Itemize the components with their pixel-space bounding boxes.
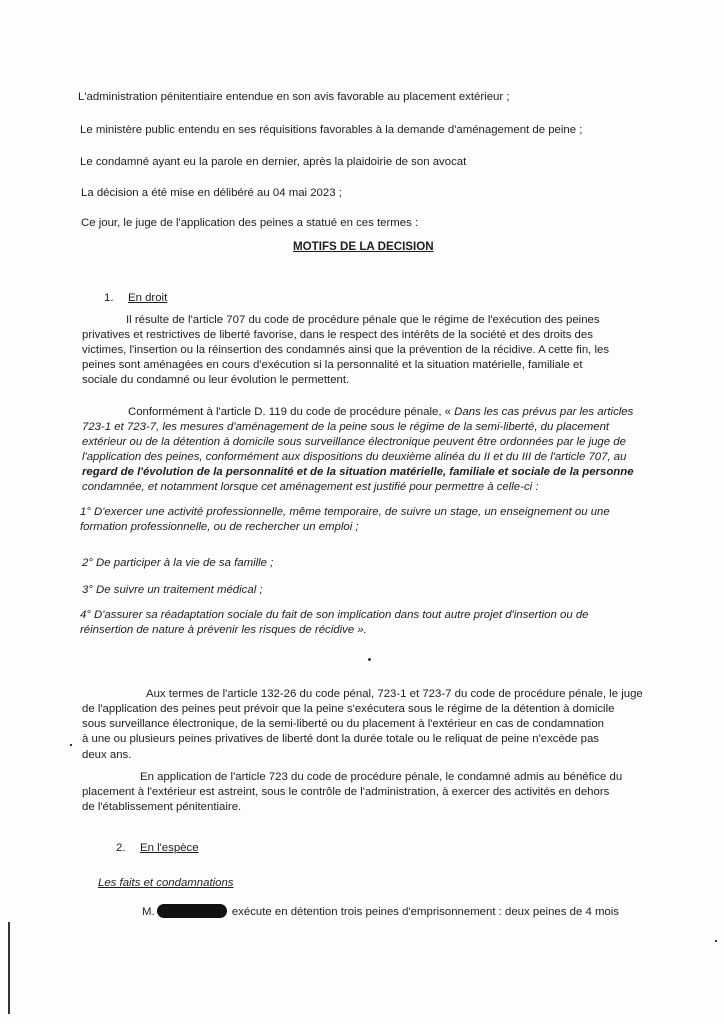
scan-speck <box>715 940 717 942</box>
para3-line-1: Aux termes de l'article 132-26 du code pénal, 723-1 et 723-7 du code de procédure pénale, le juge <box>146 688 643 700</box>
section-2-heading: En l'espèce <box>140 842 199 854</box>
para2-line-4: l'application des peines, conformément aux dispositions du deuxième alinéa du II et du III de l'article 707, au <box>82 451 627 463</box>
section-2-number: 2. <box>116 842 126 854</box>
item-3: 3° De suivre un traitement médical ; <box>82 584 263 596</box>
section-1-number: 1. <box>104 292 114 304</box>
para2-line-5: regard de l'évolution de la personnalité et de la situation matérielle, familiale et sociale de la personne <box>82 466 634 478</box>
faits-line-1 <box>142 904 619 919</box>
redacted-name <box>157 904 227 918</box>
para2-line-1 <box>128 405 633 419</box>
para3-line-4: à une ou plusieurs peines privatives de liberté dont la durée totale ou le reliquat de peine n'excède pas <box>82 733 600 745</box>
monsieur-label: M. <box>142 906 155 918</box>
item-2: 2° De participer à la vie de sa famille ; <box>82 557 274 569</box>
paragraph-administration: L'administration pénitentiaire entendue en son avis favorable au placement extérieur ; <box>78 91 510 103</box>
para1-line-2: privatives et restrictives de liberté favorise, dans le respect des intérêts de la société et des droits des <box>82 329 593 341</box>
section-1-heading: En droit <box>128 292 168 304</box>
para4-line-1: En application de l'article 723 du code de procédure pénale, le condamné admis au bénéfice du <box>140 771 623 783</box>
para1-line-5: sociale du condamné ou leur évolution le permettent. <box>82 374 350 386</box>
paragraph-statue: Ce jour, le juge de l'application des peines a statué en ces termes : <box>81 217 419 229</box>
para3-line-3: sous surveillance électronique, de la semi-liberté ou du placement à l'extérieur en cas de condamnation <box>82 718 605 730</box>
para2-line-2: 723-1 et 723-7, les mesures d'aménagement de la peine sous le régime de la semi-liberté, du placement <box>82 421 610 433</box>
para2-line-6: condamnée, et notamment lorsque cet aménagement est justifié pour permettre à celle-ci : <box>82 481 539 493</box>
para4-line-2: placement à l'extérieur est astreint, sous le contrôle de l'administration, à exercer des activités en dehors <box>82 786 610 798</box>
para2-quote-start: Dans les cas prévus par les articles <box>454 406 634 418</box>
paragraph-deliberation: La décision a été mise en délibéré au 04 mai 2023 ; <box>81 187 342 199</box>
scan-margin-line <box>8 922 10 1014</box>
faits-text: exécute en détention trois peines d'emprisonnement : deux peines de 4 mois <box>231 906 619 918</box>
para4-line-3: de l'établissement pénitentiaire. <box>82 801 242 813</box>
para2-intro: Conformément à l'article D. 119 du code de procédure pénale, « <box>128 406 451 418</box>
para2-line-3: extérieur ou de la détention à domicile sous surveillance électronique peuvent être ordonnées par le juge de <box>82 436 626 448</box>
scan-speck <box>70 744 72 746</box>
speck-mark <box>368 658 371 661</box>
item-1-line-1: 1° D'exercer une activité professionnelle, même temporaire, de suivre un stage, un enseignement ou une <box>80 506 610 518</box>
item-4-line-2: réinsertion de nature à prévenir les risques de récidive ». <box>80 624 367 636</box>
para1-line-1: Il résulte de l'article 707 du code de procédure pénale que le régime de l'exécution des peines <box>126 314 600 326</box>
paragraph-ministere-public: Le ministère public entendu en ses réquisitions favorables à la demande d'aménagement de peine ; <box>80 124 583 136</box>
subheading-faits: Les faits et condamnations <box>98 877 234 889</box>
para3-line-2: de l'application des peines peut prévoir que la peine s'exécutera sous le régime de la détention à domicile <box>82 703 615 715</box>
para3-line-5: deux ans. <box>82 749 132 761</box>
paragraph-condamne: Le condamné ayant eu la parole en dernier, après la plaidoirie de son avocat <box>80 156 467 168</box>
item-4-line-1: 4° D'assurer sa réadaptation sociale du fait de son implication dans tout autre projet d'insertion ou de <box>80 609 589 621</box>
para1-line-4: peines sont aménagées en cours d'exécution si la personnalité et la situation matérielle, familiale et <box>82 359 583 371</box>
para1-line-3: victimes, l'insertion ou la réinsertion des condamnés ainsi que la prévention de la récidive. A cette fin, les <box>82 344 610 356</box>
item-1-line-2: formation professionnelle, ou de rechercher un emploi ; <box>80 521 359 533</box>
section-title: MOTIFS DE LA DECISION <box>293 240 434 253</box>
